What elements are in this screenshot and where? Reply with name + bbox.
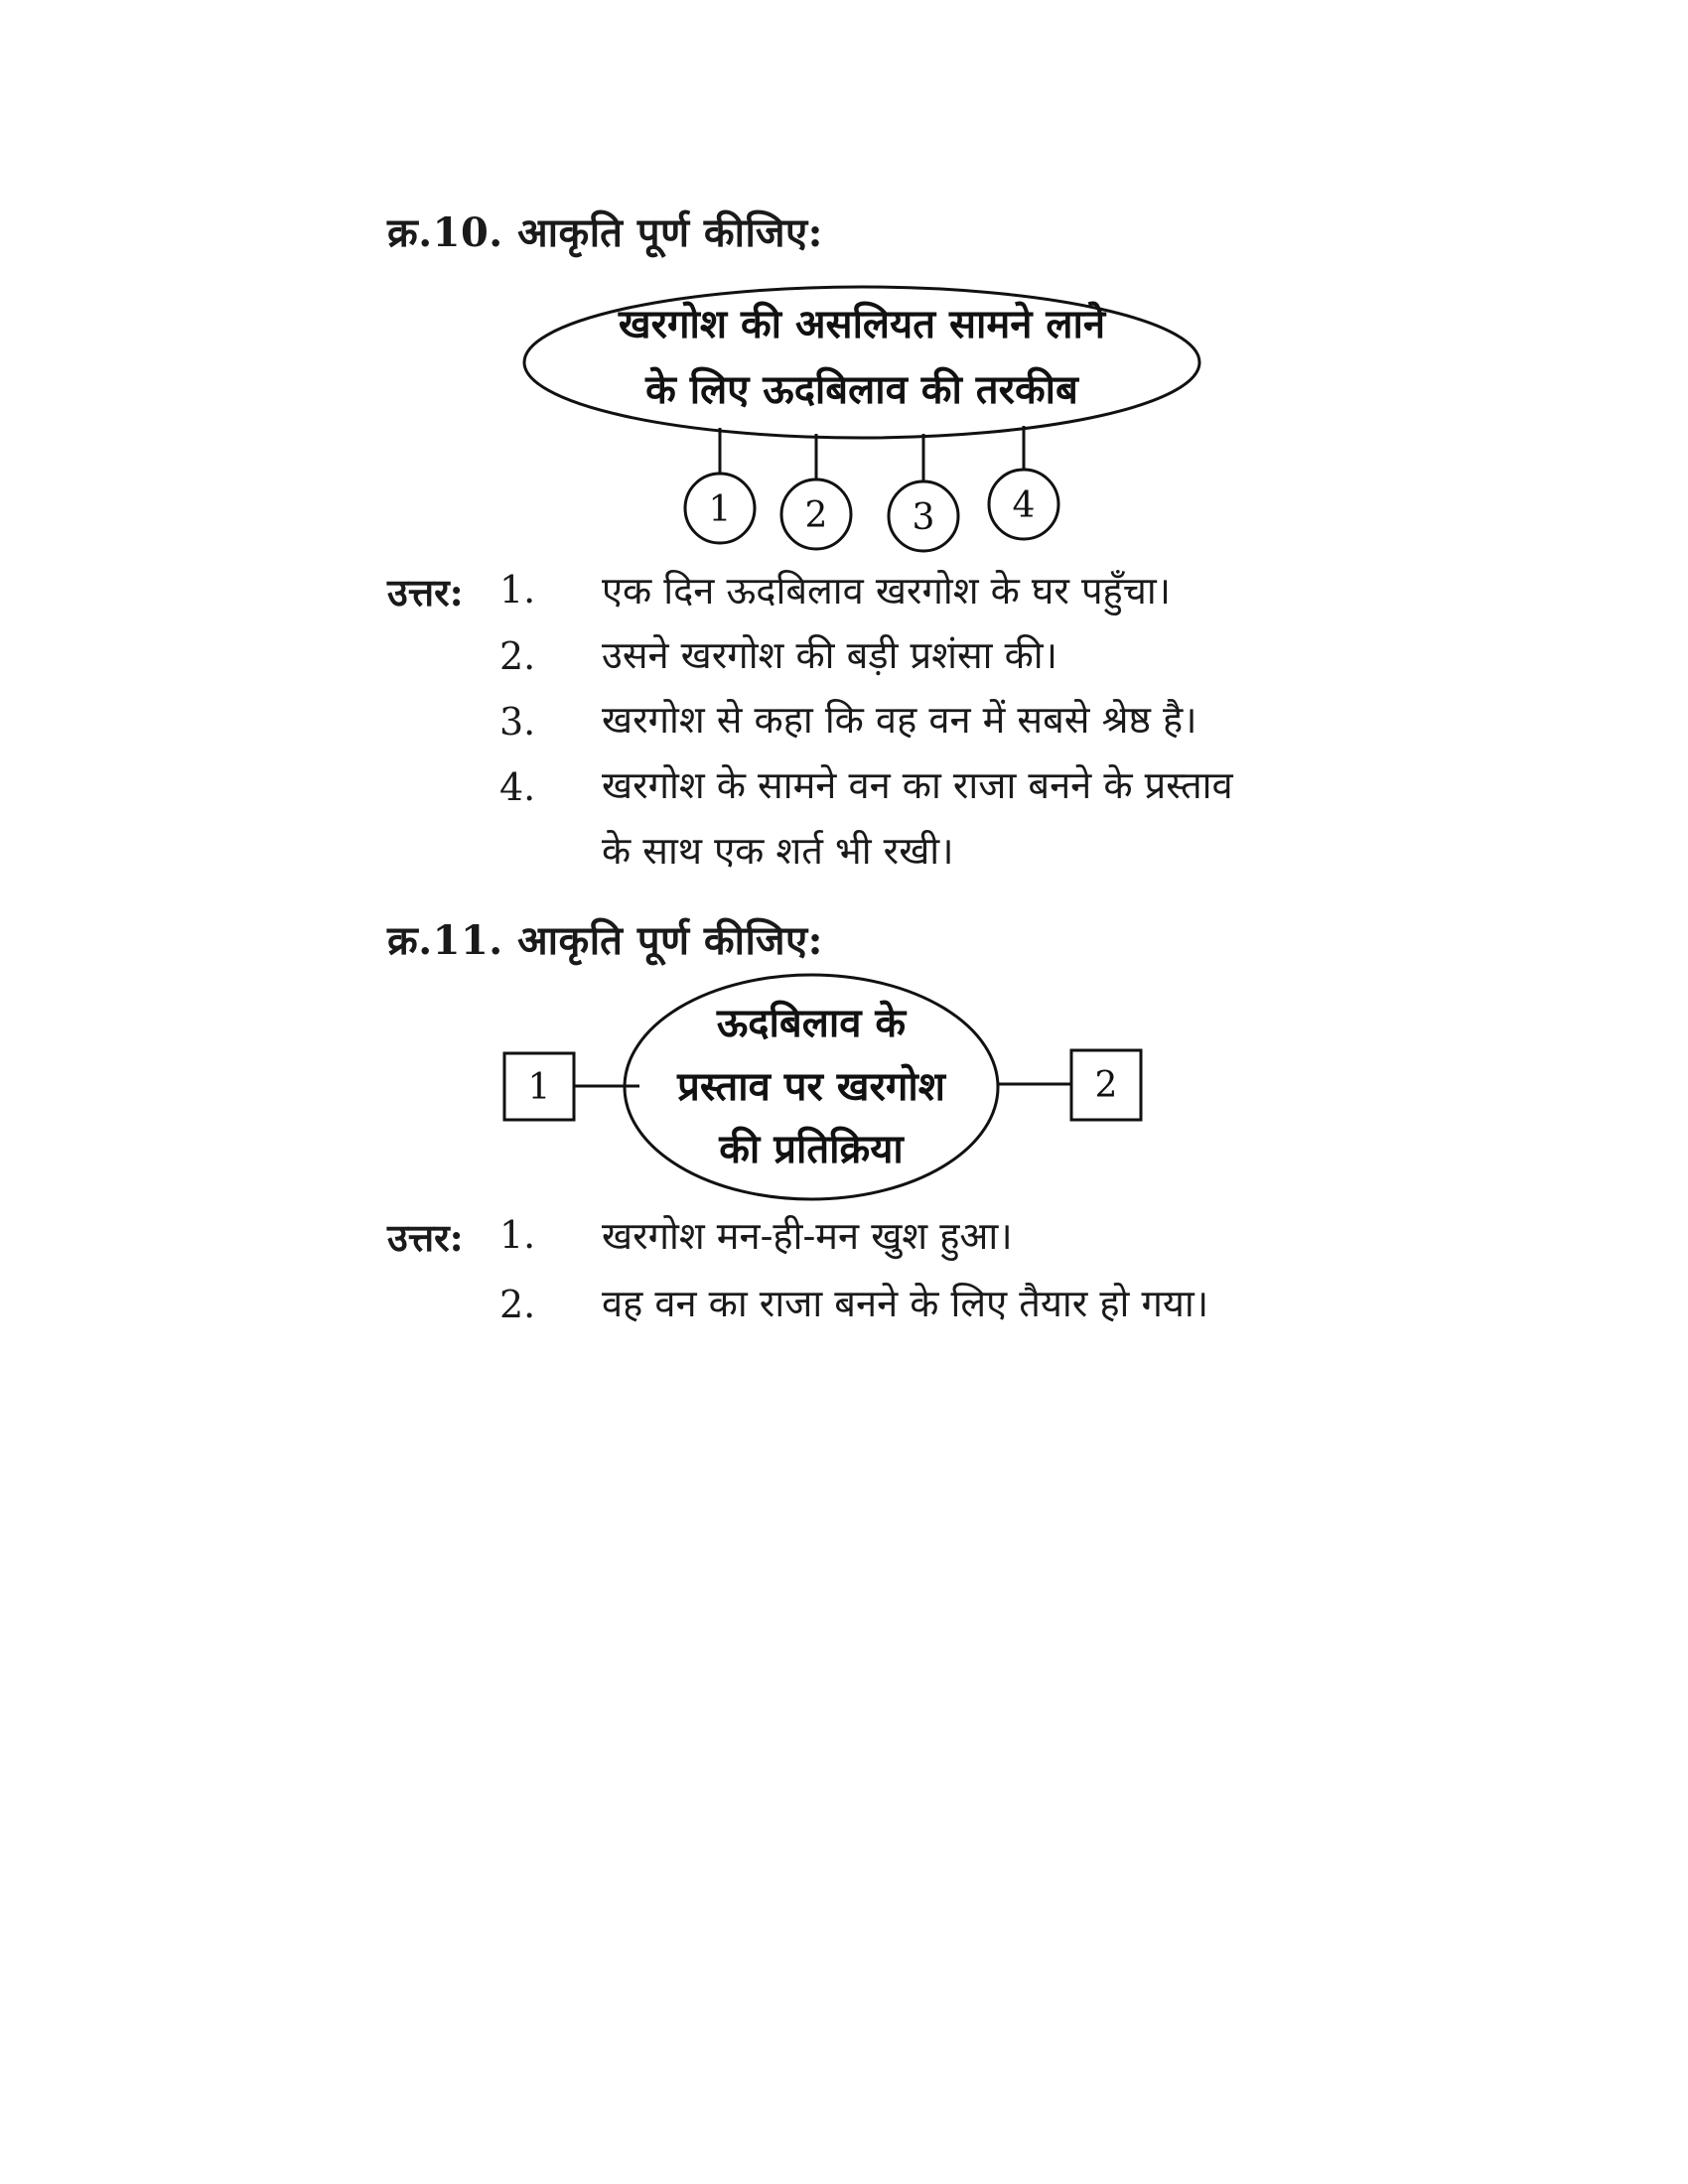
q11-box-label: 1 (527, 1067, 551, 1108)
answer-text: वह वन का राजा बनने के लिए तैयार हो गया। (602, 1282, 1209, 1325)
q10-title: क्र.10. आकृति पूर्ण कीजिए: (387, 209, 823, 256)
q11-box-label: 2 (1094, 1065, 1118, 1106)
q11-center-line3: की प्रतिक्रिया (719, 1126, 904, 1172)
q10-center-line1: खरगोश की असलियत सामने लाने (618, 301, 1106, 347)
q10-answer-label: उत्तर: (387, 570, 464, 614)
answer-number: 1. (499, 568, 536, 612)
answer-text: खरगोश के सामने वन का राजा बनने के प्रस्ताव (602, 763, 1233, 807)
answer-text: खरगोश मन-ही-मन खुश हुआ। (602, 1214, 1013, 1258)
q10-circle-label: 4 (1012, 485, 1036, 526)
q11-title: क्र.11. आकृति पूर्ण कीजिए: (387, 917, 823, 964)
answer-number: 2. (499, 634, 536, 678)
q11-center-line2: प्रस्ताव पर खरगोश (677, 1063, 945, 1110)
answer-text-continued: के साथ एक शर्त भी रखी। (602, 829, 954, 873)
answer-text: उसने खरगोश की बड़ी प्रशंसा की। (602, 633, 1058, 677)
q11-center-line1: ऊदबिलाव के (716, 1000, 907, 1046)
q10-center-line2: के लिए ऊदबिलाव की तरकीब (645, 366, 1078, 413)
q11-answer-label: उत्तर: (387, 1215, 464, 1260)
answer-text: एक दिन ऊदबिलाव खरगोश के घर पहुँचा। (602, 569, 1172, 613)
q10-circle-label: 2 (804, 495, 828, 536)
answer-number: 2. (499, 1283, 536, 1326)
q10-circle-label: 1 (708, 489, 732, 530)
answer-number: 3. (499, 700, 536, 744)
q10-circle-label: 3 (912, 497, 935, 538)
answer-text: खरगोश से कहा कि वह वन में सबसे श्रेष्ठ है। (602, 698, 1197, 742)
answer-number: 4. (499, 765, 536, 809)
answer-number: 1. (499, 1213, 536, 1257)
